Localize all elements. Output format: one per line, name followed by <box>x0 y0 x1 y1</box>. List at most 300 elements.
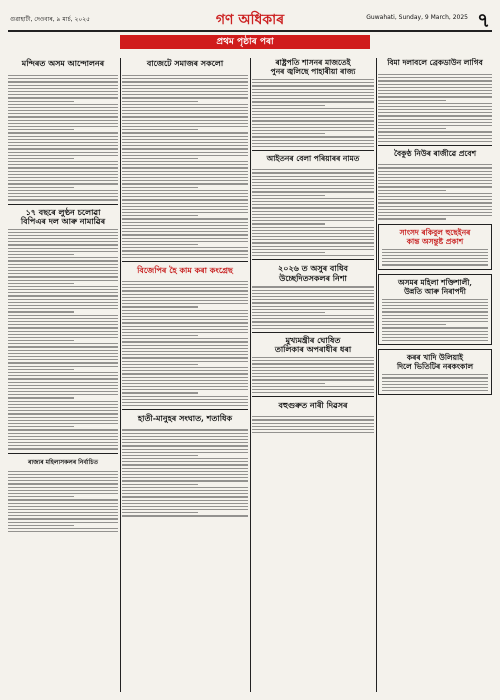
body-text-line <box>378 74 492 75</box>
body-text-line <box>122 496 248 497</box>
body-text-line <box>378 209 492 210</box>
body-text-line <box>8 244 118 245</box>
body-text-line <box>8 110 118 111</box>
body-text-line <box>122 234 248 235</box>
body-text-line <box>8 145 118 146</box>
body-text-line <box>8 388 118 389</box>
headline-a6-line2: বিপিএৰ দল আৰু নামাৱিৰ <box>20 215 106 226</box>
body-text-line <box>252 185 374 186</box>
body-text-line <box>378 93 492 94</box>
headline-a13-line1: সাংসদ ৰকিবুল হুছেইনৰ <box>399 227 471 237</box>
body-text-line <box>8 509 118 510</box>
body-text-line <box>382 337 488 338</box>
body-text-line <box>252 242 374 243</box>
body-text-line <box>252 376 374 377</box>
column-rule <box>120 58 121 692</box>
body-text-line <box>8 483 118 484</box>
body-text-line <box>8 366 118 367</box>
body-text-line <box>8 241 118 242</box>
body-text-line <box>8 123 118 124</box>
body-text-line <box>122 480 248 481</box>
body-text-line <box>252 389 374 390</box>
body-text-line <box>8 174 118 175</box>
body-text-line <box>252 392 374 393</box>
body-text-line <box>378 212 492 213</box>
body-text-line <box>252 252 325 253</box>
body-text-line <box>8 276 118 277</box>
body-text-line <box>122 310 248 311</box>
body-text-line <box>8 94 118 95</box>
body-text-line <box>252 230 374 231</box>
body-text-line <box>8 324 118 325</box>
body-text-line <box>8 270 118 271</box>
body-text-line <box>382 381 488 382</box>
body-text-line <box>252 293 374 294</box>
body-text-line <box>8 429 118 430</box>
body-text-line <box>378 202 492 203</box>
body-text-line <box>122 439 248 440</box>
body-text-line <box>122 196 248 197</box>
headline-a8: হাতী-মানুহৰ সংঘাত, শতাধিক <box>137 413 233 424</box>
body-text-line <box>252 223 325 224</box>
body-text-line <box>122 500 248 501</box>
body-text-line <box>122 88 248 89</box>
headline-a5: বৈকুণ্ঠ নিউৰ ৰাজীৱে প্ৰবেশ <box>393 149 477 159</box>
body-text-line <box>252 89 374 90</box>
body-text-line <box>122 461 248 462</box>
body-text-line <box>8 120 118 121</box>
body-text-line <box>122 120 248 121</box>
body-text-line <box>8 190 118 191</box>
body-text-line <box>122 458 248 459</box>
body-text-line <box>122 503 248 504</box>
body-text-line <box>122 116 248 117</box>
body-text-line <box>8 327 118 328</box>
body-text-line <box>252 255 374 256</box>
column-2 <box>122 58 248 692</box>
body-text-line <box>378 196 492 197</box>
body-text-line <box>382 384 488 385</box>
body-text-line <box>8 433 118 434</box>
body-text-line <box>122 455 198 456</box>
body-text-line <box>8 522 118 523</box>
body-text-line <box>382 258 488 259</box>
body-text-line <box>382 299 488 300</box>
body-text-line <box>122 225 248 226</box>
body-text-line <box>8 401 118 402</box>
body-text-line <box>8 299 118 300</box>
body-text-line <box>252 214 374 215</box>
body-text-line <box>8 378 118 379</box>
body-text-line <box>8 315 118 316</box>
body-text-line <box>122 383 248 384</box>
body-text-line <box>122 487 248 488</box>
body-text-line <box>8 477 118 478</box>
body-text-line <box>8 356 118 357</box>
body-text-line <box>8 346 118 347</box>
body-text-line <box>8 257 118 258</box>
body-text-line <box>122 132 248 133</box>
body-text-line <box>8 78 118 79</box>
body-text-line <box>378 131 492 132</box>
body-text-line <box>8 525 74 526</box>
body-text-line <box>122 177 248 178</box>
masthead-date-english: Guwahati, Sunday, 9 March, 2025 <box>366 14 468 21</box>
body-text-line <box>122 509 248 510</box>
body-text-line <box>8 91 118 92</box>
body-text-line <box>252 176 374 177</box>
body-text-line <box>122 238 248 239</box>
body-text-line <box>378 206 492 207</box>
headline-a11-line1: মুখ্যমন্ত্ৰীৰ ঘোষিত <box>285 335 341 345</box>
body-text-line <box>252 360 374 361</box>
body-text-line <box>8 439 118 440</box>
body-text-line <box>378 77 492 78</box>
body-text-line <box>252 357 374 358</box>
body-text-line <box>378 218 446 219</box>
body-text-line <box>122 203 248 204</box>
headline-a15-line1: কৰৰ খাদি উলিয়াই <box>406 353 464 363</box>
body-text-line <box>252 111 374 112</box>
body-text-line <box>382 318 488 319</box>
body-text-line <box>252 217 374 218</box>
body-text-line <box>252 124 374 125</box>
body-text-line <box>378 177 492 178</box>
body-text-line <box>8 382 118 383</box>
body-text-line <box>8 343 118 344</box>
body-text-line <box>252 136 374 137</box>
body-text-line <box>378 115 492 116</box>
section-banner: প্ৰথম পৃষ্ঠাৰ পৰা <box>120 35 370 49</box>
body-text-line <box>122 139 248 140</box>
body-text-line <box>122 433 248 434</box>
body-text-line <box>8 152 118 153</box>
body-text-line <box>8 113 118 114</box>
body-text-line <box>8 183 118 184</box>
body-text-line <box>252 367 374 368</box>
body-text-line <box>252 172 374 173</box>
body-text-line <box>8 503 118 504</box>
body-text-line <box>378 215 492 216</box>
body-text-line <box>378 174 492 175</box>
body-text-line <box>252 191 374 192</box>
body-text-line <box>252 79 374 80</box>
body-text-line <box>382 261 488 262</box>
body-text-line <box>382 308 488 309</box>
body-text-line <box>8 248 118 249</box>
body-text-line <box>8 129 74 130</box>
body-text-line <box>122 484 198 485</box>
body-text-line <box>8 445 118 446</box>
body-text-line <box>122 171 248 172</box>
body-text-line <box>8 410 118 411</box>
body-text-line <box>122 155 248 156</box>
body-text-line <box>8 385 118 386</box>
body-text-line <box>122 364 198 365</box>
body-text-line <box>378 135 492 136</box>
body-text-line <box>252 249 374 250</box>
body-text-line <box>252 95 374 96</box>
body-text-line <box>382 377 488 378</box>
body-text-line <box>122 104 248 105</box>
body-text-line <box>8 232 118 233</box>
body-text-line <box>122 107 248 108</box>
body-text-line <box>252 105 325 106</box>
body-text-line <box>122 110 248 111</box>
body-text-line <box>122 399 248 400</box>
body-text-line <box>122 148 248 149</box>
body-text-line <box>8 397 74 398</box>
body-text-line <box>8 448 118 449</box>
boxed-article-a15 <box>378 349 492 395</box>
body-text-line <box>8 292 118 293</box>
body-text-line <box>122 250 248 251</box>
body-text-line <box>122 174 248 175</box>
body-text-line <box>252 140 374 141</box>
body-text-line <box>8 148 118 149</box>
body-text-line <box>8 375 118 376</box>
body-text-line <box>8 136 118 137</box>
body-text-line <box>252 315 374 316</box>
column-rule <box>250 58 251 692</box>
body-text-line <box>8 126 118 127</box>
body-text-line <box>382 249 488 250</box>
body-text-line <box>122 357 248 358</box>
body-text-line <box>122 158 198 159</box>
body-text-line <box>122 322 248 323</box>
body-text-line <box>378 183 492 184</box>
headline-a15-line2: দিলে ভিতিটিৰ নৰকংকাল <box>396 362 474 372</box>
body-text-line <box>252 233 374 234</box>
body-text-line <box>122 449 248 450</box>
body-text-line <box>8 318 118 319</box>
body-text-line <box>8 308 118 309</box>
body-text-line <box>252 201 374 202</box>
body-text-line <box>122 493 248 494</box>
body-text-line <box>122 85 248 86</box>
headline-a16: ৰাজ্যৰ মহিলাসকলৰ নিৰ্বাচিত <box>27 458 99 466</box>
headline-a2: বাজেটে সমাজৰ সকলো <box>146 58 224 68</box>
body-text-line <box>122 506 248 507</box>
body-text-line <box>382 264 488 265</box>
body-text-line <box>382 315 488 316</box>
body-text-line <box>8 158 74 159</box>
body-text-line <box>382 321 488 322</box>
body-text-line <box>122 206 248 207</box>
body-text-line <box>378 190 446 191</box>
headline-a9: আইতনৰ বেলা পৰিয়াৰৰ নামত <box>266 154 360 164</box>
body-text-line <box>122 389 248 390</box>
body-text-line <box>252 325 374 326</box>
body-text-line <box>122 209 248 210</box>
headline-a4: বিমা দলাবলে ব্ৰেকডাউন লাগিব <box>387 58 483 67</box>
body-text-line <box>8 496 74 497</box>
body-text-line <box>378 164 492 165</box>
body-text-line <box>8 420 118 421</box>
body-text-line <box>378 80 492 81</box>
body-text-line <box>252 211 374 212</box>
body-text-line <box>8 499 118 500</box>
body-text-line <box>252 419 374 420</box>
body-text-line <box>122 345 248 346</box>
body-text-line <box>122 306 198 307</box>
body-text-line <box>8 97 118 98</box>
body-text-line <box>252 82 374 83</box>
body-text-line <box>122 490 248 491</box>
body-text-line <box>122 241 248 242</box>
body-text-line <box>8 251 118 252</box>
body-text-line <box>252 169 374 170</box>
body-text-line <box>122 445 248 446</box>
body-text-line <box>8 436 118 437</box>
body-text-line <box>378 138 492 139</box>
body-text-line <box>122 284 248 285</box>
body-text-line <box>382 252 488 253</box>
body-text-line <box>8 187 74 188</box>
boxed-article-a14 <box>378 274 492 346</box>
body-text-line <box>382 331 488 332</box>
body-text-line <box>8 334 118 335</box>
body-text-line <box>378 96 492 97</box>
body-text-line <box>252 309 374 310</box>
body-text-line <box>252 227 374 228</box>
body-text-line <box>122 222 248 223</box>
body-text-line <box>122 386 248 387</box>
body-text-line <box>252 321 374 322</box>
body-text-line <box>252 432 374 433</box>
body-text-line <box>8 171 118 172</box>
body-text-line <box>252 383 325 384</box>
body-text-line <box>122 474 248 475</box>
body-text-line <box>252 363 374 364</box>
body-text-line <box>122 380 248 381</box>
body-text-line <box>252 328 374 329</box>
body-text-line <box>252 299 374 300</box>
body-text-line <box>8 238 118 239</box>
body-text-line <box>122 212 248 213</box>
body-text-line <box>122 254 248 255</box>
body-text-line <box>382 390 488 391</box>
body-text-line <box>122 183 248 184</box>
body-text-line <box>8 286 118 287</box>
body-text-line <box>378 119 492 120</box>
body-text-line <box>122 396 248 397</box>
body-text-line <box>382 340 488 341</box>
body-text-line <box>382 374 488 375</box>
headline-a3-line1: ৰাষ্ট্ৰপতি শাসনৰ মাজতেই <box>275 58 351 67</box>
body-text-line <box>252 198 374 199</box>
body-text-line <box>8 101 74 102</box>
body-text-line <box>8 372 118 373</box>
body-text-line <box>252 370 374 371</box>
body-text-line <box>122 402 248 403</box>
body-text-line <box>8 295 118 296</box>
body-text-line <box>122 94 248 95</box>
body-text-line <box>378 87 492 88</box>
body-text-line <box>252 220 374 221</box>
body-text-line <box>122 316 248 317</box>
body-text-line <box>122 91 248 92</box>
body-text-line <box>252 379 374 380</box>
headline-a14-line1: অসমৰ মহিলা শক্তিশালী, <box>398 277 472 287</box>
body-text-line <box>252 373 374 374</box>
body-text-line <box>252 207 374 208</box>
body-text-line <box>122 129 198 130</box>
body-text-line <box>8 353 118 354</box>
body-text-line <box>8 442 118 443</box>
headline-a14-line2: উন্নতি আৰু নিৰাপদী <box>404 286 466 296</box>
body-text-line <box>252 236 374 237</box>
body-text-line <box>122 297 248 298</box>
body-text-line <box>8 193 118 194</box>
body-text-line <box>122 290 248 291</box>
body-text-line <box>378 122 492 123</box>
body-text-line <box>252 92 374 93</box>
body-text-line <box>122 354 248 355</box>
body-text-line <box>252 98 374 99</box>
body-text-line <box>122 113 248 114</box>
body-text-line <box>122 429 248 430</box>
body-text-line <box>382 387 488 388</box>
body-text-line <box>8 229 118 230</box>
body-text-line <box>8 426 74 427</box>
body-text-line <box>252 108 374 109</box>
body-text-line <box>8 161 118 162</box>
body-text-line <box>122 287 248 288</box>
body-text-line <box>122 142 248 143</box>
body-text-line <box>122 335 198 336</box>
body-text-line <box>378 100 446 101</box>
column-4 <box>378 58 492 692</box>
body-text-line <box>252 286 374 287</box>
body-text-line <box>122 313 248 314</box>
body-text-line <box>382 311 488 312</box>
headline-a3-line2: পুনৰ জ্বলিছে পাহাৰীয়া ৰাজ্য <box>270 67 356 76</box>
body-text-line <box>122 228 248 229</box>
body-text-line <box>252 114 374 115</box>
body-text-line <box>8 116 118 117</box>
body-text-line <box>122 190 248 191</box>
body-text-line <box>122 477 248 478</box>
headline-a10-line1: ২০২৬ ত অসুৰ বাধিব <box>278 263 348 274</box>
body-text-line <box>8 506 118 507</box>
body-text-line <box>122 199 248 200</box>
column-3 <box>252 58 374 692</box>
body-text-line <box>122 244 198 245</box>
body-text-line <box>8 289 118 290</box>
body-text-line <box>122 471 248 472</box>
body-text-line <box>8 180 118 181</box>
body-text-line <box>8 267 118 268</box>
body-text-line <box>252 182 374 183</box>
body-text-line <box>122 373 248 374</box>
headline-a12: বহুগুৰুত নাৰী দিৱসৰ <box>278 400 348 411</box>
body-text-line <box>378 186 492 187</box>
body-text-line <box>122 257 248 258</box>
body-text-line <box>378 125 492 126</box>
body-text-line <box>122 231 248 232</box>
body-text-line <box>8 155 118 156</box>
body-text-line <box>122 377 248 378</box>
body-text-line <box>8 480 118 481</box>
body-text-line <box>252 188 374 189</box>
body-text-line <box>122 452 248 453</box>
masthead-date-assamese: গুৱাহাটী, দেওবাৰ, ৯ মাৰ্চ, ২০২৫ <box>10 16 91 23</box>
body-text-line <box>8 471 118 472</box>
body-text-line <box>252 306 374 307</box>
body-text-line <box>122 392 198 393</box>
body-text-line <box>8 260 118 261</box>
